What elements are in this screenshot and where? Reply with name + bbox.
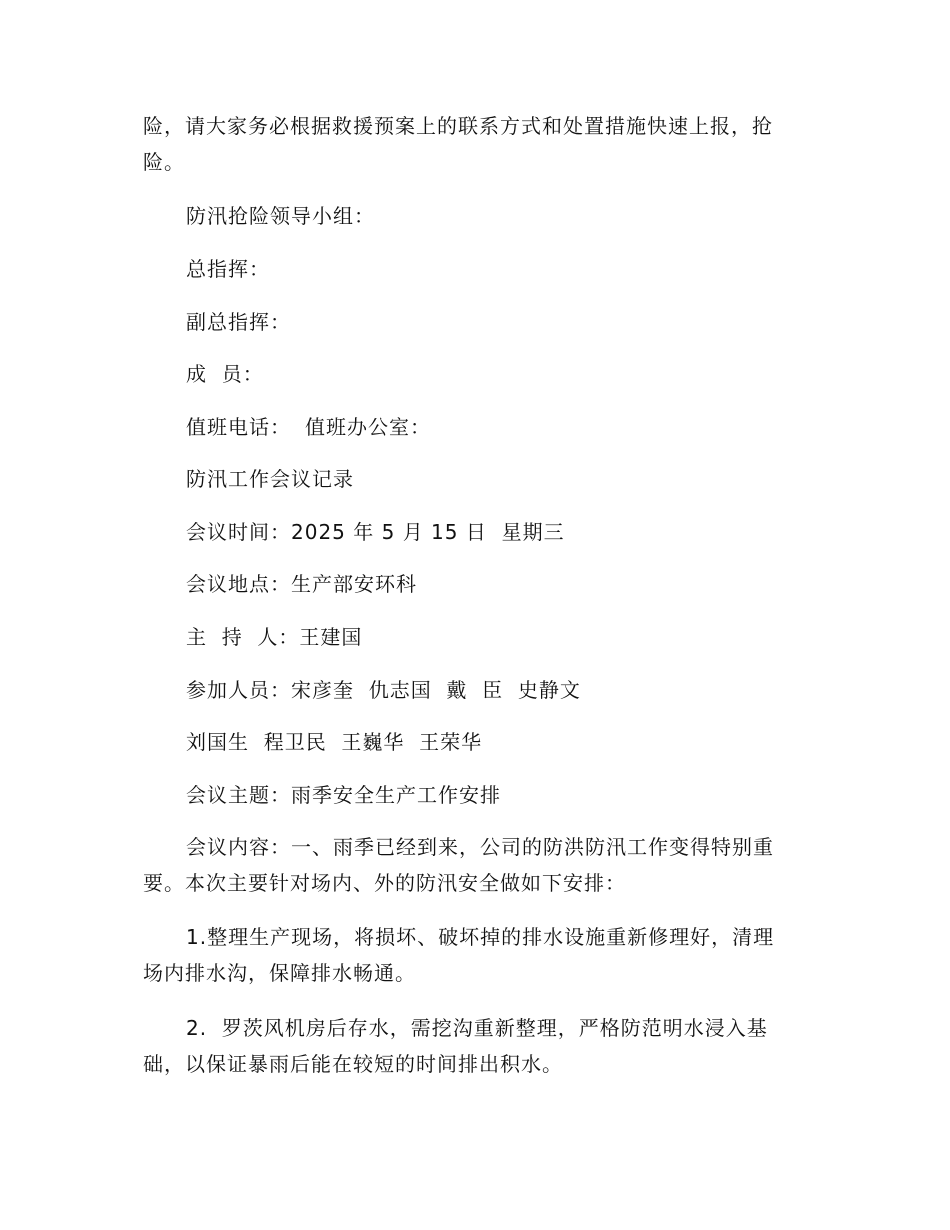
commander-label: 总指挥：: [186, 257, 270, 281]
duty-phone-label: 值班电话：: [186, 415, 291, 439]
item-2-paragraph: [143, 1010, 803, 1082]
item-2-line-2: 础，以保证暴雨后能在较短的时间排出积水。: [143, 1052, 563, 1076]
content-line-2: 要。本次主要针对场内、外的防汛安全做如下安排：: [143, 871, 626, 895]
attendees-line-2: 刘国生 程卫民 王巍华 王荣华: [186, 730, 483, 754]
content-line-1: 会议内容：一、雨季已经到来，公司的防洪防汛工作变得特别重: [186, 835, 774, 859]
members-label: 成 员：: [186, 362, 264, 386]
intro-line-1: 险，请大家务必根据救援预案上的联系方式和处置措施快速上报，抢: [143, 114, 773, 138]
meeting-content-paragraph: [143, 829, 803, 901]
intro-line-2: 险。: [143, 150, 185, 174]
minutes-title: 防汛工作会议记录: [186, 467, 354, 491]
duty-contact-line: [186, 409, 846, 445]
leadership-title: 防汛抢险领导小组：: [186, 204, 375, 228]
item-1-line-1: 1.整理生产现场，将损坏、破坏掉的排水设施重新修理好，清理: [186, 925, 775, 949]
attendees-line-1: 参加人员：宋彦奎 仇志国 戴 臣 史静文: [186, 678, 581, 702]
duty-office-label: 值班办公室：: [305, 415, 431, 439]
item-2-line-1: 2. 罗茨风机房后存水，需挖沟重新整理，严格防范明水浸入基: [186, 1016, 768, 1040]
item-1-line-2: 场内排水沟，保障排水畅通。: [143, 961, 416, 985]
intro-paragraph: [143, 108, 803, 180]
meeting-host: 主 持 人：王建国: [186, 625, 363, 649]
meeting-topic: 会议主题：雨季安全生产工作安排: [186, 783, 501, 807]
deputy-commander-label: 副总指挥：: [186, 310, 291, 334]
meeting-time: 会议时间：2025 年 5 月 15 日 星期三: [186, 520, 565, 544]
item-1-paragraph: [143, 919, 803, 991]
meeting-place: 会议地点：生产部安环科: [186, 572, 417, 596]
